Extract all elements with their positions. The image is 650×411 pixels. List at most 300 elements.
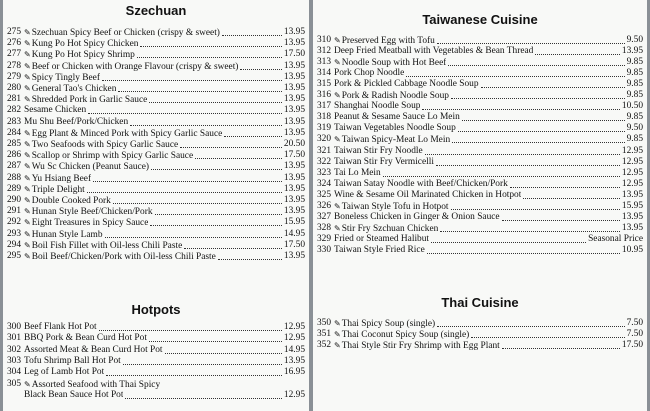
item-number: 293 <box>6 228 21 239</box>
item-number: 316 <box>316 90 331 101</box>
dot-leader <box>180 139 282 148</box>
dot-leader <box>99 322 282 331</box>
item-name <box>24 105 86 116</box>
menu-item <box>3 251 309 262</box>
item-name-text: Two Seafoods with Spicy Garlic Sauce <box>31 140 179 150</box>
item-name <box>334 112 460 123</box>
menu-item <box>3 117 309 128</box>
item-name-text: Double Cooked Pork <box>31 196 111 206</box>
item-price: 9.85 <box>626 57 643 68</box>
item-number: 303 <box>6 355 21 366</box>
menu-column-left <box>3 0 309 411</box>
item-name <box>24 333 147 344</box>
item-name <box>24 229 103 241</box>
dot-leader <box>481 79 625 88</box>
item-name-text: Assorted Meat & Bean Curd Hot Pot <box>24 344 163 355</box>
item-price: 9.85 <box>626 112 643 123</box>
item-name <box>24 345 163 356</box>
item-number: 280 <box>6 83 21 93</box>
spicy-mark-icon: ✎ <box>24 229 31 239</box>
item-name-text: Pork & Pickled Cabbage Noodle Soup <box>334 79 479 90</box>
dot-leader <box>502 340 620 349</box>
item-price: 12.95 <box>283 389 305 400</box>
spicy-mark-icon: ✎ <box>24 379 31 389</box>
dot-leader <box>437 318 624 327</box>
item-name-text: General Tao's Chicken <box>31 84 117 94</box>
menu-item <box>313 179 647 190</box>
item-number: 279 <box>6 71 21 82</box>
item-price: 9.85 <box>626 90 643 101</box>
dot-leader <box>448 57 624 66</box>
dot-leader <box>240 61 281 70</box>
item-number: 304 <box>6 367 21 378</box>
item-price: 12.95 <box>621 178 643 189</box>
menu-column-right <box>313 0 647 411</box>
spicy-mark-icon: ✎ <box>24 184 31 194</box>
spicy-mark-icon: ✎ <box>334 341 341 351</box>
section-heading: Szechuan <box>125 3 187 18</box>
spicy-mark-icon: ✎ <box>24 218 31 228</box>
item-name <box>24 217 148 229</box>
item-name-text: Boneless Chicken in Ginger & Onion Sauce <box>334 211 500 222</box>
menu-item <box>3 356 309 367</box>
item-price: 13.95 <box>283 183 305 194</box>
menu-item <box>3 390 309 401</box>
item-number: 284 <box>6 127 21 138</box>
item-name <box>24 128 222 140</box>
item-name <box>334 245 425 256</box>
item-price: 15.95 <box>621 200 643 211</box>
item-price: 12.95 <box>283 333 305 344</box>
menu-item <box>3 38 309 49</box>
menu-item <box>313 245 647 256</box>
dot-leader <box>165 345 282 354</box>
item-price: 10.50 <box>621 101 643 112</box>
menu-item <box>313 201 647 212</box>
dot-leader <box>88 105 282 114</box>
menu-item <box>313 190 647 201</box>
item-name <box>24 173 91 185</box>
item-number: 305 <box>6 378 21 389</box>
menu-item <box>313 212 647 223</box>
spicy-mark-icon: ✎ <box>24 128 31 138</box>
dot-leader <box>510 179 620 188</box>
item-number: 350 <box>316 318 331 328</box>
spicy-mark-icon: ✎ <box>334 330 341 340</box>
item-price: 20.50 <box>283 139 305 149</box>
item-name-text: Tofu Shrimp Ball Hot Pot <box>24 355 121 366</box>
menu-item <box>313 134 647 145</box>
item-price: 9.85 <box>626 68 643 79</box>
item-name <box>24 38 138 50</box>
dot-leader <box>218 251 282 260</box>
item-name-text: Stir Fry Szchuan Chicken <box>341 223 439 234</box>
item-number: 289 <box>6 183 21 194</box>
dot-leader <box>155 206 282 215</box>
menu-item <box>3 333 309 344</box>
item-number: 301 <box>6 333 21 344</box>
item-number: 278 <box>6 60 21 71</box>
spicy-mark-icon: ✎ <box>334 91 341 101</box>
item-name-text: Triple Delight <box>31 184 85 195</box>
dot-leader <box>125 390 281 399</box>
item-number: 310 <box>316 35 331 45</box>
spicy-mark-icon: ✎ <box>24 252 31 261</box>
item-name <box>24 206 153 218</box>
dot-leader <box>523 190 620 199</box>
item-number: 288 <box>6 172 21 183</box>
item-name <box>334 179 508 190</box>
item-name <box>334 123 456 134</box>
item-name <box>24 94 147 106</box>
item-price: 13.95 <box>283 161 305 172</box>
item-name <box>24 390 123 401</box>
item-price: 13.95 <box>283 94 305 105</box>
item-number: 283 <box>6 116 21 127</box>
section-heading: Taiwanese Cuisine <box>422 12 538 27</box>
item-name <box>334 212 500 223</box>
menu-item <box>313 35 647 46</box>
menu-item <box>3 173 309 184</box>
menu-item <box>3 161 309 172</box>
item-name-text: Shanghai Noodle Soup <box>334 101 421 112</box>
menu-item <box>313 112 647 123</box>
menu-item <box>313 90 647 101</box>
item-price: 14.95 <box>283 344 305 355</box>
dot-leader <box>113 195 282 204</box>
item-name <box>24 161 149 173</box>
spicy-mark-icon: ✎ <box>24 72 31 82</box>
item-name <box>24 27 220 39</box>
menu-item <box>3 367 309 378</box>
item-name <box>24 379 160 391</box>
item-name <box>24 251 216 263</box>
item-name-text: Taiwan Stir Fry Noodle <box>334 145 423 156</box>
item-name-text: Hunan Style Lamb <box>31 229 103 240</box>
dot-leader <box>458 123 625 132</box>
dot-leader <box>137 49 282 58</box>
item-name-text: Szechuan Spicy Beef or Chicken (crispy & sweet) <box>31 28 220 38</box>
spicy-mark-icon: ✎ <box>24 95 31 105</box>
item-name-text: Beef or Chicken with Orange Flavour (crispy & sweet) <box>31 61 239 72</box>
item-number: 281 <box>6 94 21 105</box>
spicy-mark-icon: ✎ <box>334 135 341 145</box>
dot-leader <box>130 117 282 126</box>
dot-leader <box>425 146 620 155</box>
spicy-mark-icon: ✎ <box>24 140 31 149</box>
item-name-text: Fried or Steamed Halibut <box>334 233 430 244</box>
section-heading: Thai Cuisine <box>441 295 519 310</box>
menu-item <box>3 61 309 72</box>
item-number: 294 <box>6 239 21 250</box>
item-name <box>24 117 128 128</box>
dot-leader <box>149 94 282 103</box>
menu-item <box>313 123 647 134</box>
item-price: 12.95 <box>621 156 643 167</box>
spicy-mark-icon: ✎ <box>24 162 31 172</box>
menu-item <box>3 128 309 139</box>
item-name <box>334 146 423 157</box>
item-name-text: Eight Treasures in Spicy Sauce <box>31 218 149 229</box>
menu-item <box>313 157 647 168</box>
item-name <box>24 72 100 84</box>
item-number: 287 <box>6 161 21 172</box>
section-heading: Hotpots <box>131 302 181 317</box>
item-name-text: Taiwan Style Tofu in Hotpot <box>341 201 449 212</box>
menu-item <box>313 329 647 340</box>
item-name-text: Thai Spicy Soup (single) <box>341 319 436 329</box>
item-name-text: Pork Chop Noodle <box>334 68 405 79</box>
dot-leader <box>451 201 620 210</box>
item-price: 9.50 <box>626 123 643 134</box>
menu-item <box>313 79 647 90</box>
menu-item <box>3 240 309 251</box>
dot-leader <box>427 245 620 254</box>
item-price: 13.95 <box>621 189 643 200</box>
menu-item <box>3 150 309 161</box>
item-number: 313 <box>316 57 331 68</box>
menu-item <box>3 27 309 38</box>
item-price: 13.95 <box>283 38 305 49</box>
item-price: 7.50 <box>626 318 643 328</box>
item-number: 320 <box>316 134 331 145</box>
item-number: 330 <box>316 244 331 255</box>
spicy-mark-icon: ✎ <box>24 207 31 217</box>
item-number: 315 <box>316 79 331 90</box>
dot-leader <box>195 150 282 159</box>
dot-leader <box>502 212 620 221</box>
dot-leader <box>535 46 620 55</box>
dot-leader <box>437 35 625 44</box>
spicy-mark-icon: ✎ <box>24 84 31 93</box>
spicy-mark-icon: ✎ <box>334 319 341 328</box>
item-name-text: Boil Fish Fillet with Oil-less Chili Paste <box>31 240 183 251</box>
menu-item <box>313 234 647 245</box>
item-name-text: Egg Plant & Minced Pork with Spicy Garlic Sauce <box>31 128 223 139</box>
item-number: 324 <box>316 178 331 189</box>
item-price: 9.85 <box>626 134 643 145</box>
item-name-text: Shredded Pork in Garlic Sauce <box>31 95 148 106</box>
item-name <box>334 190 521 201</box>
item-name <box>334 68 404 79</box>
item-price: Seasonal Price <box>588 233 643 244</box>
item-price: 16.95 <box>283 367 305 378</box>
menu-item <box>3 206 309 217</box>
item-name <box>334 157 434 168</box>
item-price: 15.95 <box>283 217 305 228</box>
dot-leader <box>431 234 586 243</box>
item-price: 13.95 <box>283 172 305 183</box>
item-name-text: Boil Beef/Chicken/Pork with Oil-less Chili Paste <box>31 252 216 262</box>
item-name-text: Yu Hsiang Beef <box>31 173 92 184</box>
spicy-mark-icon: ✎ <box>334 201 341 211</box>
dot-leader <box>140 38 281 47</box>
item-name-text: Leg of Lamb Hot Pot <box>24 367 105 378</box>
item-number: 300 <box>6 322 21 332</box>
item-price: 13.95 <box>283 251 305 261</box>
item-number: 323 <box>316 167 331 178</box>
item-name <box>24 240 182 252</box>
item-number: 292 <box>6 217 21 228</box>
item-price: 14.95 <box>283 228 305 239</box>
item-price: 17.50 <box>621 340 643 351</box>
item-name-text: Peanut & Sesame Sauce Lo Mein <box>334 112 460 123</box>
dot-leader <box>462 112 625 121</box>
item-number: 276 <box>6 38 21 49</box>
spicy-mark-icon: ✎ <box>24 39 31 49</box>
dot-leader <box>452 134 624 143</box>
item-price: 13.95 <box>621 222 643 233</box>
item-name-text: Spicy Tingly Beef <box>31 72 100 83</box>
menu-item <box>3 195 309 206</box>
item-name-text: Taiwan Satay Noodle with Beef/Chicken/Pork <box>334 178 508 189</box>
item-name-text: Assorted Seafood with Thai Spicy <box>31 379 161 390</box>
menu-item <box>313 46 647 57</box>
item-price: 13.95 <box>283 71 305 82</box>
item-price: 17.50 <box>283 150 305 161</box>
dot-leader <box>93 173 282 182</box>
item-number: 312 <box>316 46 331 57</box>
item-number: 314 <box>316 68 331 79</box>
item-number: 282 <box>6 105 21 116</box>
dot-leader <box>151 161 282 170</box>
dot-leader <box>440 223 620 232</box>
dot-leader <box>406 68 624 77</box>
item-name-text: Taiwan Stir Fry Vermicelli <box>334 156 434 167</box>
dot-leader <box>149 333 282 342</box>
item-number: 291 <box>6 206 21 217</box>
item-price: 13.95 <box>283 105 305 116</box>
item-price: 13.95 <box>283 83 305 93</box>
dot-leader <box>150 217 282 226</box>
item-number: 352 <box>316 340 331 351</box>
dot-leader <box>102 72 282 81</box>
spicy-mark-icon: ✎ <box>24 28 31 37</box>
item-number: 285 <box>6 139 21 149</box>
item-name-text: Pork & Radish Noodle Soup <box>341 91 449 102</box>
dot-leader <box>118 83 282 92</box>
item-price: 13.95 <box>621 46 643 57</box>
item-name-text: Deep Fried Meatball with Vegetables & Bean Thread <box>334 46 534 57</box>
menu-item <box>313 168 647 179</box>
dot-leader <box>451 90 625 99</box>
dot-leader <box>222 27 282 36</box>
item-price: 12.95 <box>621 167 643 178</box>
menu-item <box>313 318 647 329</box>
item-name <box>334 329 469 341</box>
dot-leader <box>436 157 620 166</box>
item-name <box>24 139 178 151</box>
menu-item <box>3 83 309 94</box>
spicy-mark-icon: ✎ <box>334 223 341 233</box>
item-name-text: Scallop or Shrimp with Spicy Garlic Sauce <box>31 151 194 162</box>
spicy-mark-icon: ✎ <box>24 173 31 183</box>
item-number: 302 <box>6 344 21 355</box>
dot-leader <box>105 229 282 238</box>
item-price: 13.95 <box>283 127 305 138</box>
item-name <box>334 340 500 352</box>
item-name-text: Noodle Soup with Hot Beef <box>341 58 447 69</box>
menu-item <box>313 68 647 79</box>
item-name-text: Kung Po Hot Spicy Chicken <box>31 39 139 50</box>
menu-item <box>3 229 309 240</box>
item-name <box>334 234 429 245</box>
item-number: 322 <box>316 156 331 167</box>
item-name-text: Taiwan Style Fried Rice <box>334 244 425 255</box>
item-price: 13.95 <box>283 195 305 205</box>
item-price: 17.50 <box>283 239 305 250</box>
item-name-text: Sesame Chicken <box>24 105 87 116</box>
dot-leader <box>471 329 624 338</box>
item-price: 7.50 <box>626 329 643 340</box>
item-name-text: Taiwan Spicy-Meat Lo Mein <box>341 135 451 146</box>
item-name-text: Kung Po Hot Spicy Shrimp <box>31 50 135 61</box>
item-number: 328 <box>316 222 331 233</box>
item-price: 13.95 <box>283 355 305 366</box>
dot-leader <box>106 367 282 376</box>
item-number: 326 <box>316 200 331 211</box>
item-number: 318 <box>316 112 331 123</box>
item-number: 275 <box>6 27 21 37</box>
item-name-text: Tai Lo Mein <box>334 167 381 178</box>
spicy-mark-icon: ✎ <box>334 36 341 45</box>
item-price: 10.95 <box>621 244 643 255</box>
spicy-mark-icon: ✎ <box>24 50 31 60</box>
item-name-text: Preserved Egg with Tofu <box>341 36 435 46</box>
dot-leader <box>87 184 282 193</box>
menu-item <box>313 57 647 68</box>
spicy-mark-icon: ✎ <box>334 58 341 68</box>
item-number: 277 <box>6 49 21 60</box>
menu-item <box>3 217 309 228</box>
item-name <box>24 356 121 367</box>
item-price: 13.95 <box>283 60 305 71</box>
item-number: 351 <box>316 329 331 340</box>
item-name <box>334 318 435 330</box>
item-name <box>334 168 381 179</box>
item-name-text: Thai Coconut Spicy Soup (single) <box>341 330 470 341</box>
menu-item <box>3 322 309 333</box>
item-name <box>24 195 111 207</box>
item-number: 319 <box>316 123 331 134</box>
item-price: 12.95 <box>283 322 305 332</box>
dot-leader <box>422 101 619 110</box>
dot-leader <box>123 356 282 365</box>
item-name <box>24 61 238 73</box>
item-name <box>24 184 85 196</box>
menu-item <box>3 379 309 390</box>
menu-item <box>3 72 309 83</box>
item-name-text: Mu Shu Beef/Pork/Chicken <box>24 116 129 127</box>
item-name-text: Wine & Sesame Oil Marinated Chicken in Hotpot <box>334 189 522 200</box>
dot-leader <box>383 168 620 177</box>
item-name <box>24 49 135 61</box>
item-number: 321 <box>316 145 331 156</box>
item-name-text: Black Bean Sauce Hot Pot <box>24 389 124 400</box>
item-number: 325 <box>316 189 331 200</box>
menu-item <box>3 105 309 116</box>
menu-item <box>3 94 309 105</box>
spicy-mark-icon: ✎ <box>24 196 31 205</box>
menu-item <box>313 223 647 234</box>
item-name <box>334 46 533 57</box>
item-price: 13.95 <box>283 206 305 217</box>
menu-item <box>313 340 647 351</box>
spicy-mark-icon: ✎ <box>24 240 31 250</box>
item-name <box>24 150 193 162</box>
item-number: 286 <box>6 150 21 161</box>
item-name <box>334 79 479 90</box>
